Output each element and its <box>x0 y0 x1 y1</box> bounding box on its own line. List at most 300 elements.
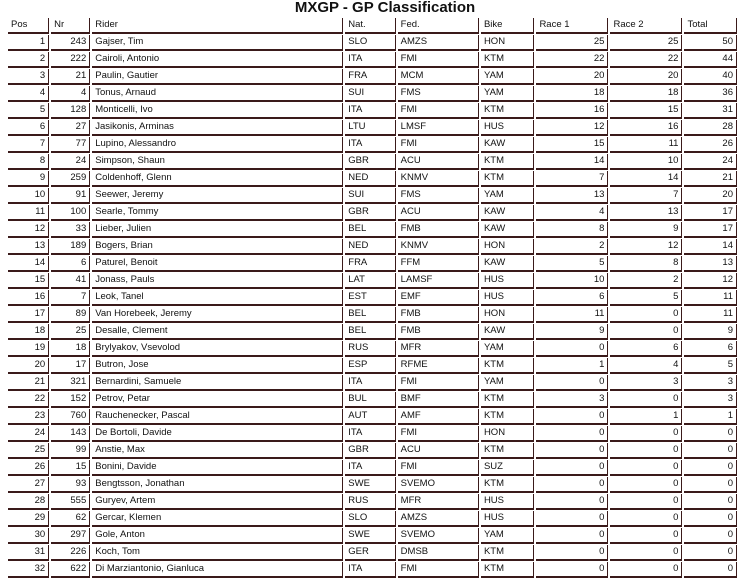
cell-nat: FRA <box>345 69 395 85</box>
cell-total: 6 <box>684 341 737 357</box>
cell-bike: YAM <box>481 528 535 544</box>
cell-pos: 7 <box>8 137 49 153</box>
cell-pos: 14 <box>8 256 49 272</box>
column-header-pos: Pos <box>8 18 49 34</box>
cell-nr: 6 <box>51 256 90 272</box>
cell-race2: 14 <box>610 171 682 187</box>
cell-bike: HUS <box>481 494 535 510</box>
cell-total: 17 <box>684 205 737 221</box>
cell-fed: EMF <box>398 290 479 306</box>
cell-fed: MFR <box>398 494 479 510</box>
cell-race1: 9 <box>536 324 608 340</box>
cell-pos: 12 <box>8 222 49 238</box>
cell-total: 3 <box>684 392 737 408</box>
cell-bike: YAM <box>481 188 535 204</box>
cell-race1: 7 <box>536 171 608 187</box>
column-header-fed: Fed. <box>398 18 479 34</box>
cell-race2: 7 <box>610 188 682 204</box>
cell-pos: 18 <box>8 324 49 340</box>
cell-rider: Rauchenecker, Pascal <box>92 409 343 425</box>
table-row <box>8 460 737 476</box>
cell-race1: 1 <box>536 358 608 374</box>
cell-nr: 4 <box>51 86 90 102</box>
cell-rider: Gole, Anton <box>92 528 343 544</box>
cell-nr: 100 <box>51 205 90 221</box>
cell-pos: 20 <box>8 358 49 374</box>
cell-total: 50 <box>684 35 737 51</box>
table-row <box>8 443 737 459</box>
cell-race1: 0 <box>536 494 608 510</box>
cell-race2: 15 <box>610 103 682 119</box>
table-row <box>8 409 737 425</box>
cell-race2: 0 <box>610 477 682 493</box>
cell-fed: FMI <box>398 562 479 578</box>
cell-nat: ITA <box>345 426 395 442</box>
cell-rider: Bernardini, Samuele <box>92 375 343 391</box>
table-body <box>8 35 737 578</box>
cell-pos: 1 <box>8 35 49 51</box>
cell-pos: 23 <box>8 409 49 425</box>
cell-race2: 1 <box>610 409 682 425</box>
cell-total: 0 <box>684 528 737 544</box>
cell-race1: 0 <box>536 409 608 425</box>
table-row <box>8 256 737 272</box>
table-row <box>8 511 737 527</box>
cell-race2: 0 <box>610 324 682 340</box>
cell-nat: RUS <box>345 341 395 357</box>
cell-race2: 4 <box>610 358 682 374</box>
cell-race2: 0 <box>610 460 682 476</box>
column-header-nat: Nat. <box>345 18 395 34</box>
cell-total: 40 <box>684 69 737 85</box>
cell-nr: 152 <box>51 392 90 408</box>
cell-nat: ITA <box>345 562 395 578</box>
table-row <box>8 494 737 510</box>
cell-nr: 222 <box>51 52 90 68</box>
cell-race2: 2 <box>610 273 682 289</box>
cell-bike: SUZ <box>481 460 535 476</box>
cell-race1: 16 <box>536 103 608 119</box>
cell-race2: 13 <box>610 205 682 221</box>
cell-nat: AUT <box>345 409 395 425</box>
cell-fed: FMB <box>398 307 479 323</box>
column-header-nr: Nr <box>51 18 90 34</box>
cell-pos: 26 <box>8 460 49 476</box>
cell-rider: Monticelli, Ivo <box>92 103 343 119</box>
cell-nr: 143 <box>51 426 90 442</box>
cell-fed: AMZS <box>398 35 479 51</box>
cell-fed: ACU <box>398 205 479 221</box>
cell-bike: HON <box>481 426 535 442</box>
cell-race2: 22 <box>610 52 682 68</box>
cell-race1: 15 <box>536 137 608 153</box>
cell-pos: 30 <box>8 528 49 544</box>
cell-race1: 0 <box>536 460 608 476</box>
table-row <box>8 35 737 51</box>
cell-nr: 259 <box>51 171 90 187</box>
cell-fed: BMF <box>398 392 479 408</box>
cell-race2: 8 <box>610 256 682 272</box>
cell-rider: Leok, Tanel <box>92 290 343 306</box>
table-row <box>8 290 737 306</box>
table-row <box>8 154 737 170</box>
cell-total: 11 <box>684 307 737 323</box>
cell-race1: 3 <box>536 392 608 408</box>
cell-pos: 3 <box>8 69 49 85</box>
classification-table <box>6 17 739 579</box>
cell-pos: 13 <box>8 239 49 255</box>
cell-nr: 189 <box>51 239 90 255</box>
table-row <box>8 273 737 289</box>
column-header-total: Total <box>684 18 737 34</box>
cell-nat: LTU <box>345 120 395 136</box>
cell-bike: HUS <box>481 120 535 136</box>
cell-fed: FMI <box>398 426 479 442</box>
cell-rider: Seewer, Jeremy <box>92 188 343 204</box>
cell-race1: 0 <box>536 443 608 459</box>
cell-rider: De Bortoli, Davide <box>92 426 343 442</box>
cell-nat: GBR <box>345 443 395 459</box>
cell-nr: 41 <box>51 273 90 289</box>
column-header-bike: Bike <box>481 18 535 34</box>
cell-pos: 31 <box>8 545 49 561</box>
cell-race2: 18 <box>610 86 682 102</box>
cell-race1: 12 <box>536 120 608 136</box>
cell-nat: BEL <box>345 222 395 238</box>
cell-total: 9 <box>684 324 737 340</box>
cell-rider: Lupino, Alessandro <box>92 137 343 153</box>
cell-nat: SWE <box>345 477 395 493</box>
column-header-race2: Race 2 <box>610 18 682 34</box>
cell-nr: 243 <box>51 35 90 51</box>
table-row <box>8 562 737 578</box>
cell-race1: 2 <box>536 239 608 255</box>
cell-race1: 0 <box>536 341 608 357</box>
cell-nat: ITA <box>345 52 395 68</box>
cell-total: 20 <box>684 188 737 204</box>
cell-bike: KAW <box>481 256 535 272</box>
cell-nat: LAT <box>345 273 395 289</box>
table-row <box>8 341 737 357</box>
cell-nr: 93 <box>51 477 90 493</box>
cell-bike: HON <box>481 239 535 255</box>
cell-bike: KTM <box>481 392 535 408</box>
cell-nr: 15 <box>51 460 90 476</box>
cell-pos: 11 <box>8 205 49 221</box>
cell-nat: ITA <box>345 137 395 153</box>
cell-total: 14 <box>684 239 737 255</box>
table-row <box>8 392 737 408</box>
cell-rider: Coldenhoff, Glenn <box>92 171 343 187</box>
cell-race1: 0 <box>536 562 608 578</box>
cell-fed: RFME <box>398 358 479 374</box>
table-row <box>8 69 737 85</box>
cell-fed: FMI <box>398 375 479 391</box>
cell-rider: Tonus, Arnaud <box>92 86 343 102</box>
cell-rider: Gajser, Tim <box>92 35 343 51</box>
cell-race2: 0 <box>610 545 682 561</box>
cell-bike: KTM <box>481 154 535 170</box>
cell-race1: 11 <box>536 307 608 323</box>
cell-bike: KTM <box>481 103 535 119</box>
table-row <box>8 171 737 187</box>
cell-nr: 226 <box>51 545 90 561</box>
cell-pos: 29 <box>8 511 49 527</box>
cell-rider: Van Horebeek, Jeremy <box>92 307 343 323</box>
cell-rider: Di Marziantonio, Gianluca <box>92 562 343 578</box>
cell-fed: FMI <box>398 137 479 153</box>
cell-bike: HON <box>481 35 535 51</box>
cell-total: 3 <box>684 375 737 391</box>
cell-race1: 14 <box>536 154 608 170</box>
column-header-rider: Rider <box>92 18 343 34</box>
cell-fed: FFM <box>398 256 479 272</box>
cell-nat: RUS <box>345 494 395 510</box>
cell-race1: 5 <box>536 256 608 272</box>
table-row <box>8 324 737 340</box>
cell-pos: 22 <box>8 392 49 408</box>
cell-total: 5 <box>684 358 737 374</box>
cell-rider: Bogers, Brian <box>92 239 343 255</box>
cell-rider: Searle, Tommy <box>92 205 343 221</box>
cell-rider: Cairoli, Antonio <box>92 52 343 68</box>
cell-bike: KTM <box>481 358 535 374</box>
cell-nr: 91 <box>51 188 90 204</box>
cell-fed: FMS <box>398 188 479 204</box>
cell-nr: 89 <box>51 307 90 323</box>
cell-race2: 0 <box>610 562 682 578</box>
cell-fed: ACU <box>398 154 479 170</box>
cell-pos: 9 <box>8 171 49 187</box>
cell-race1: 4 <box>536 205 608 221</box>
table-row <box>8 222 737 238</box>
column-header-race1: Race 1 <box>536 18 608 34</box>
cell-total: 31 <box>684 103 737 119</box>
table-row <box>8 205 737 221</box>
cell-total: 28 <box>684 120 737 136</box>
cell-pos: 32 <box>8 562 49 578</box>
cell-race2: 0 <box>610 307 682 323</box>
cell-total: 0 <box>684 511 737 527</box>
cell-pos: 2 <box>8 52 49 68</box>
cell-bike: YAM <box>481 86 535 102</box>
cell-race1: 18 <box>536 86 608 102</box>
cell-fed: FMB <box>398 324 479 340</box>
cell-total: 11 <box>684 290 737 306</box>
cell-rider: Anstie, Max <box>92 443 343 459</box>
cell-bike: HUS <box>481 511 535 527</box>
cell-fed: MCM <box>398 69 479 85</box>
cell-total: 44 <box>684 52 737 68</box>
cell-race2: 16 <box>610 120 682 136</box>
cell-race2: 5 <box>610 290 682 306</box>
cell-pos: 16 <box>8 290 49 306</box>
cell-race2: 11 <box>610 137 682 153</box>
cell-race1: 0 <box>536 477 608 493</box>
cell-rider: Jasikonis, Arminas <box>92 120 343 136</box>
cell-total: 0 <box>684 494 737 510</box>
cell-total: 24 <box>684 154 737 170</box>
cell-total: 21 <box>684 171 737 187</box>
cell-bike: KTM <box>481 52 535 68</box>
cell-race1: 0 <box>536 511 608 527</box>
cell-rider: Brylyakov, Vsevolod <box>92 341 343 357</box>
cell-bike: HUS <box>481 273 535 289</box>
cell-fed: FMB <box>398 222 479 238</box>
cell-pos: 8 <box>8 154 49 170</box>
cell-bike: YAM <box>481 341 535 357</box>
cell-fed: MFR <box>398 341 479 357</box>
cell-total: 0 <box>684 443 737 459</box>
cell-fed: KNMV <box>398 239 479 255</box>
cell-nat: ESP <box>345 358 395 374</box>
table-row <box>8 477 737 493</box>
cell-nr: 77 <box>51 137 90 153</box>
cell-fed: FMI <box>398 52 479 68</box>
cell-rider: Butron, Jose <box>92 358 343 374</box>
cell-race1: 13 <box>536 188 608 204</box>
cell-race2: 12 <box>610 239 682 255</box>
cell-bike: KTM <box>481 409 535 425</box>
page-title: MXGP - GP Classification <box>294 0 476 16</box>
cell-fed: DMSB <box>398 545 479 561</box>
cell-fed: ACU <box>398 443 479 459</box>
table-row <box>8 86 737 102</box>
table-row <box>8 528 737 544</box>
cell-race1: 25 <box>536 35 608 51</box>
cell-pos: 17 <box>8 307 49 323</box>
cell-nat: NED <box>345 239 395 255</box>
cell-rider: Bonini, Davide <box>92 460 343 476</box>
cell-race1: 20 <box>536 69 608 85</box>
cell-nat: FRA <box>345 256 395 272</box>
cell-fed: KNMV <box>398 171 479 187</box>
cell-nat: SUI <box>345 188 395 204</box>
cell-pos: 27 <box>8 477 49 493</box>
cell-nat: GER <box>345 545 395 561</box>
cell-nat: GBR <box>345 154 395 170</box>
cell-nr: 7 <box>51 290 90 306</box>
cell-nr: 17 <box>51 358 90 374</box>
cell-pos: 15 <box>8 273 49 289</box>
cell-pos: 5 <box>8 103 49 119</box>
cell-total: 0 <box>684 477 737 493</box>
cell-bike: HON <box>481 307 535 323</box>
cell-nr: 62 <box>51 511 90 527</box>
cell-rider: Lieber, Julien <box>92 222 343 238</box>
cell-rider: Desalle, Clement <box>92 324 343 340</box>
cell-fed: FMI <box>398 460 479 476</box>
cell-pos: 19 <box>8 341 49 357</box>
cell-rider: Paturel, Benoit <box>92 256 343 272</box>
cell-total: 0 <box>684 545 737 561</box>
cell-race1: 0 <box>536 545 608 561</box>
cell-nr: 128 <box>51 103 90 119</box>
cell-rider: Petrov, Petar <box>92 392 343 408</box>
cell-race2: 20 <box>610 69 682 85</box>
cell-total: 1 <box>684 409 737 425</box>
cell-rider: Jonass, Pauls <box>92 273 343 289</box>
cell-pos: 28 <box>8 494 49 510</box>
cell-fed: LMSF <box>398 120 479 136</box>
cell-bike: KTM <box>481 171 535 187</box>
cell-fed: AMZS <box>398 511 479 527</box>
cell-nr: 33 <box>51 222 90 238</box>
cell-total: 12 <box>684 273 737 289</box>
cell-race2: 0 <box>610 511 682 527</box>
cell-race1: 0 <box>536 426 608 442</box>
table-row <box>8 307 737 323</box>
cell-nat: GBR <box>345 205 395 221</box>
table-row <box>8 137 737 153</box>
table-row <box>8 545 737 561</box>
cell-race2: 3 <box>610 375 682 391</box>
cell-nat: NED <box>345 171 395 187</box>
cell-race2: 9 <box>610 222 682 238</box>
cell-race2: 0 <box>610 392 682 408</box>
cell-nr: 25 <box>51 324 90 340</box>
cell-race2: 0 <box>610 494 682 510</box>
cell-race2: 0 <box>610 443 682 459</box>
cell-race2: 10 <box>610 154 682 170</box>
cell-total: 13 <box>684 256 737 272</box>
cell-nr: 622 <box>51 562 90 578</box>
cell-race2: 0 <box>610 426 682 442</box>
header-row <box>8 18 737 34</box>
cell-total: 36 <box>684 86 737 102</box>
cell-nat: ITA <box>345 103 395 119</box>
cell-pos: 10 <box>8 188 49 204</box>
cell-nat: SWE <box>345 528 395 544</box>
cell-nr: 21 <box>51 69 90 85</box>
cell-nat: EST <box>345 290 395 306</box>
cell-total: 0 <box>684 562 737 578</box>
cell-fed: LAMSF <box>398 273 479 289</box>
cell-fed: SVEMO <box>398 477 479 493</box>
cell-rider: Koch, Tom <box>92 545 343 561</box>
table-row <box>8 188 737 204</box>
cell-nr: 24 <box>51 154 90 170</box>
cell-bike: KTM <box>481 477 535 493</box>
cell-rider: Gercar, Klemen <box>92 511 343 527</box>
cell-race1: 22 <box>536 52 608 68</box>
cell-bike: KAW <box>481 137 535 153</box>
cell-pos: 21 <box>8 375 49 391</box>
cell-race2: 25 <box>610 35 682 51</box>
cell-pos: 6 <box>8 120 49 136</box>
table-row <box>8 358 737 374</box>
cell-bike: YAM <box>481 69 535 85</box>
cell-race1: 8 <box>536 222 608 238</box>
cell-pos: 4 <box>8 86 49 102</box>
cell-fed: SVEMO <box>398 528 479 544</box>
cell-race2: 6 <box>610 341 682 357</box>
cell-race1: 6 <box>536 290 608 306</box>
cell-fed: AMF <box>398 409 479 425</box>
cell-nat: SUI <box>345 86 395 102</box>
cell-pos: 24 <box>8 426 49 442</box>
cell-nr: 321 <box>51 375 90 391</box>
cell-nr: 555 <box>51 494 90 510</box>
cell-bike: KTM <box>481 562 535 578</box>
cell-nat: BUL <box>345 392 395 408</box>
cell-total: 0 <box>684 460 737 476</box>
table-row <box>8 120 737 136</box>
cell-nr: 27 <box>51 120 90 136</box>
cell-total: 26 <box>684 137 737 153</box>
cell-bike: KAW <box>481 222 535 238</box>
cell-nat: BEL <box>345 307 395 323</box>
